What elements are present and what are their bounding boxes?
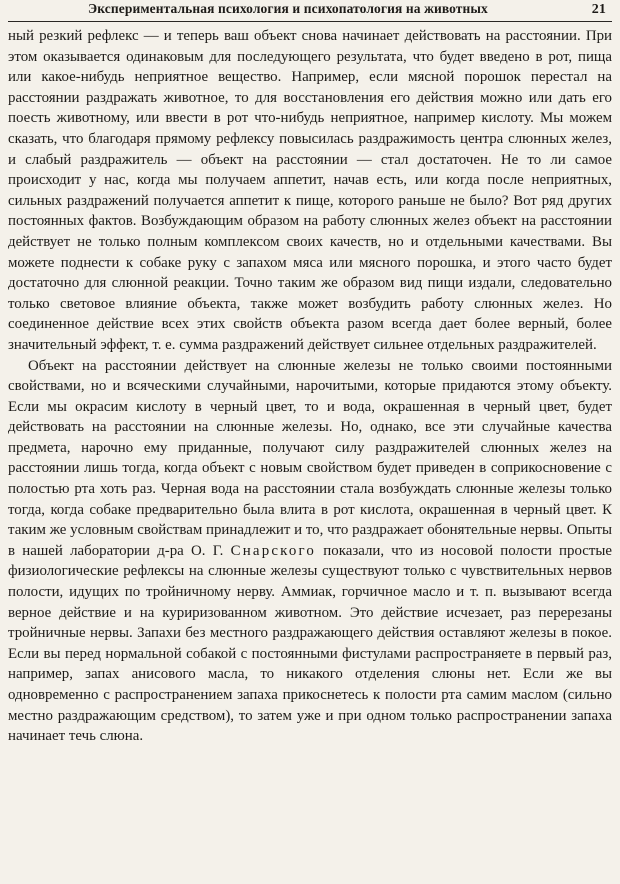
- paragraph-2-text-a: Объект на расстоянии действует на слюнные железы не только своими постоянными свойствами, но и всяческими случайными, нарочитыми, которые придаются этому объекту. Если мы окрасим кислоту в черный цвет, то и вода, окрашенная в черный цвет, будет действовать на расстоянии на слюнные железы. Но, однако, все эти случайные качества предмета, нарочно ему приданные, получают силу раздражителей слюнных желез на расстоянии лишь тогда, когда объект с новым свойством будет приведен в соприкосновение с полостью рта хоть раз. Черная вода на расстоянии стала возбуждать слюнные железы только тогда, когда собаке предварительно была влита в рот кислота, окрашенная в черный цвет. К таким же условным свойствам принадлежит и то, что раздражает обонятельные нервы. Опыты в нашей лаборатории д-ра О. Г.: [8, 357, 612, 559]
- paragraph-2: [8, 356, 612, 747]
- paragraph-1: [8, 26, 612, 356]
- running-title: Экспериментальная психология и психопатология на животных: [88, 1, 488, 16]
- paragraph-2-text-b: показали, что из носовой полости простые физиологические рефлексы на слюнные железы существуют только с чувствительных нервов полости, идущих по тройничному нерву. Аммиак, горчичное масло и т. п. вызывают всегда верное действие и на куриризованном животном. Это действие исчезает, раз перерезаны тройничные нервы. Запахи без местного раздражающего действия оставляют железы в покое. Если вы перед нормальной собакой с постоянными фистулами распространяете в первый раз, например, запах анисового масла, то никакого отделения слюны нет. Если же вы одновременно с распространением запаха прикоснетесь к полости рта самим маслом (сильно местно раздражающим средством), то затем уже и при одном только распространении запаха начинает течь слюна.: [8, 542, 612, 745]
- paragraph-1-text: ный резкий рефлекс — и теперь ваш объект снова начинает действовать на расстоянии. При этом оказывается одинаковым для последующего результата, что будет введено в рот, пища или какое-нибудь неприятное вещество. Например, если мясной порошок перестал на расстоянии раздражать животное, то для восстановления его действия можно или дать его поесть животному, или ввести в рот что-нибудь неприятное, например кислоту. Мы можем сказать, что благодаря прямому рефлексу повысилась раздражимость центра слюнных желез, и слабый раздражитель — объект на расстоянии — стал достаточен. Не то ли самое происходит у нас, когда мы получаем аппетит, начав есть, или когда после неприятных, сильных раздражений получается аппетит к пище, которого раньше не было? Вот ряд других постоянных фактов. Возбуждающим образом на работу слюнных желез объект на расстоянии действует не только полным комплексом своих качеств, но и отдельными качествами. Вы можете поднести к собаке руку с запахом мяса или мясного порошка, и этого часто будет достаточно для слюнной реакции. Точно таким же образом вид пищи издали, следовательно только световое влияние объекта, также может возбудить работу слюнных желез. Но соединенное действие всех этих свойств объекта разом всегда дает более верный, более значительный эффект, т. е. сумма раздражений действует сильнее отдельных раздражителей.: [8, 28, 612, 353]
- surname-snarsky: Снарского: [230, 542, 317, 559]
- page-number: 21: [591, 2, 606, 17]
- body-text: [8, 26, 612, 747]
- running-header: [8, 0, 612, 22]
